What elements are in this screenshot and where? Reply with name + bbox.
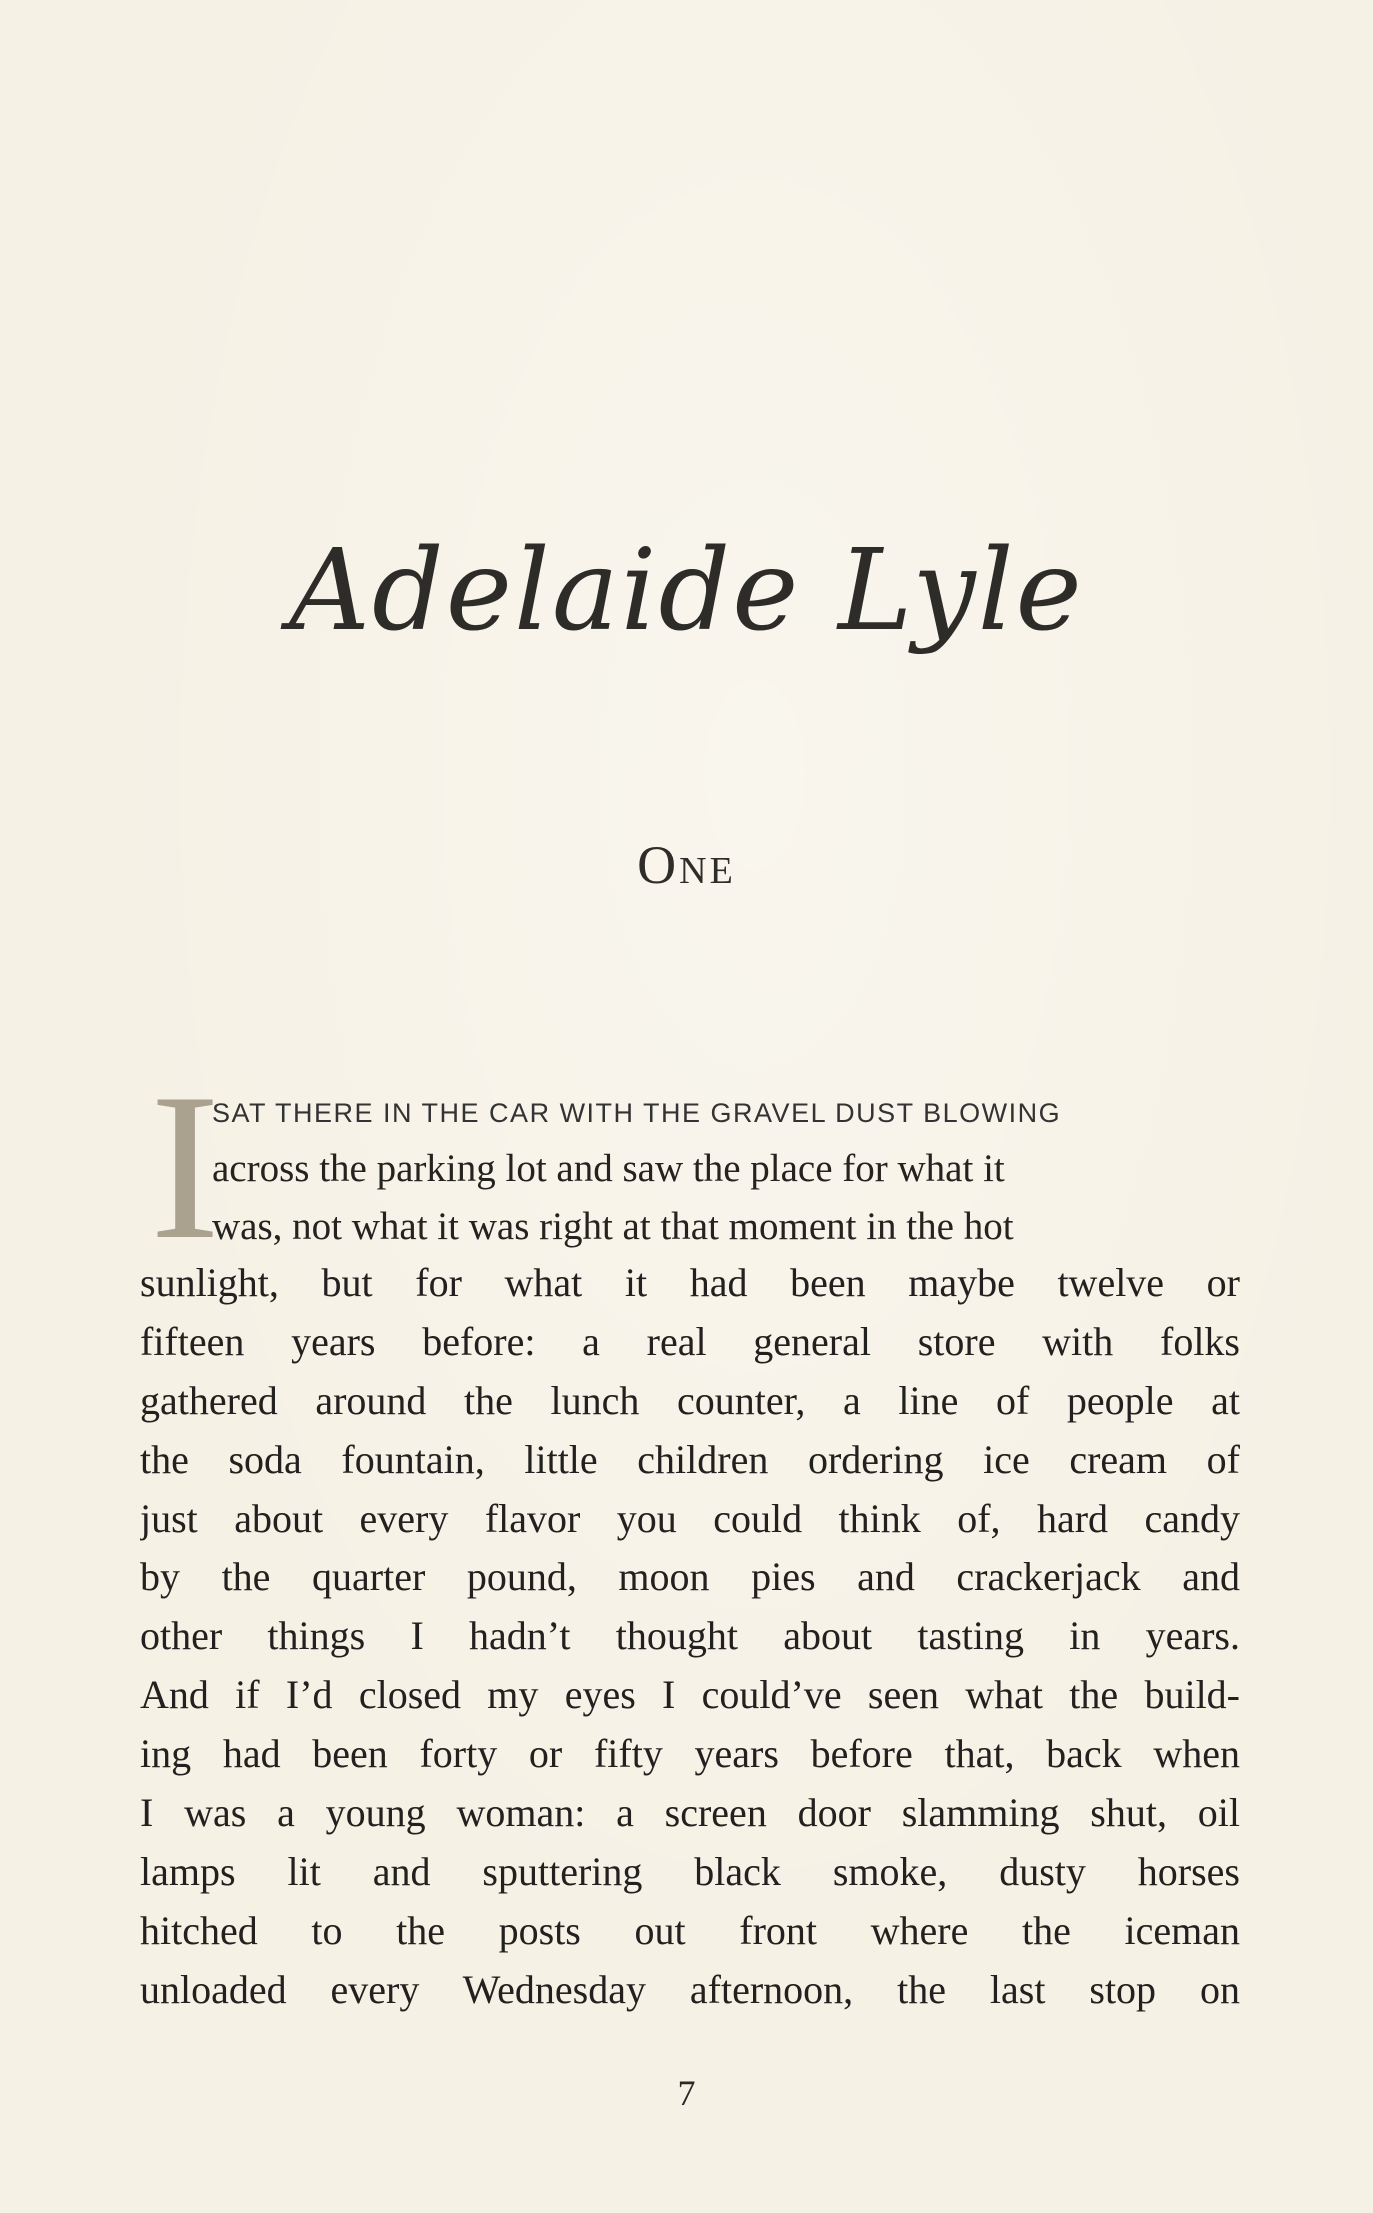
body-line: by the quarter pound, moon pies and crackerjack and (140, 1554, 1240, 1600)
body-line: fifteen years before: a real general store with folks (140, 1318, 1240, 1364)
chapter-number: One (637, 835, 736, 895)
opening-indented-line: was, not what it was right at that moment in the hot (212, 1205, 1014, 1248)
body-line: other things I hadn’t thought about tasting in years. (140, 1613, 1240, 1659)
chapter-heading: Adelaide Lyle (289, 526, 1084, 656)
body-line: ing had been forty or fifty years before that, back when (140, 1731, 1240, 1777)
body-line: unloaded every Wednesday afternoon, the last stop on (140, 1966, 1240, 2012)
body-line: hitched to the posts out front where the iceman (140, 1907, 1240, 1953)
opening-first-line: SAT THERE IN THE CAR WITH THE GRAVEL DUST BLOWING (212, 1098, 1062, 1128)
body-line: just about every flavor you could think of, hard candy (140, 1495, 1240, 1541)
body-line: the soda fountain, little children ordering ice cream of (140, 1436, 1240, 1482)
body-paragraph (140, 1254, 1240, 2020)
body-line: lamps lit and sputtering black smoke, dusty horses (140, 1848, 1240, 1894)
body-line: sunlight, but for what it had been maybe twelve or (140, 1260, 1240, 1305)
body-line: gathered around the lunch counter, a line of people at (140, 1377, 1240, 1423)
opening-indented-line: across the parking lot and saw the place for what it (212, 1147, 1005, 1190)
body-line: I was a young woman: a screen door slamming shut, oil (140, 1790, 1240, 1836)
page-number: 7 (677, 2073, 696, 2113)
drop-cap: I (150, 1051, 220, 1283)
body-line: And if I’d closed my eyes I could’ve seen what the build- (140, 1672, 1240, 1718)
